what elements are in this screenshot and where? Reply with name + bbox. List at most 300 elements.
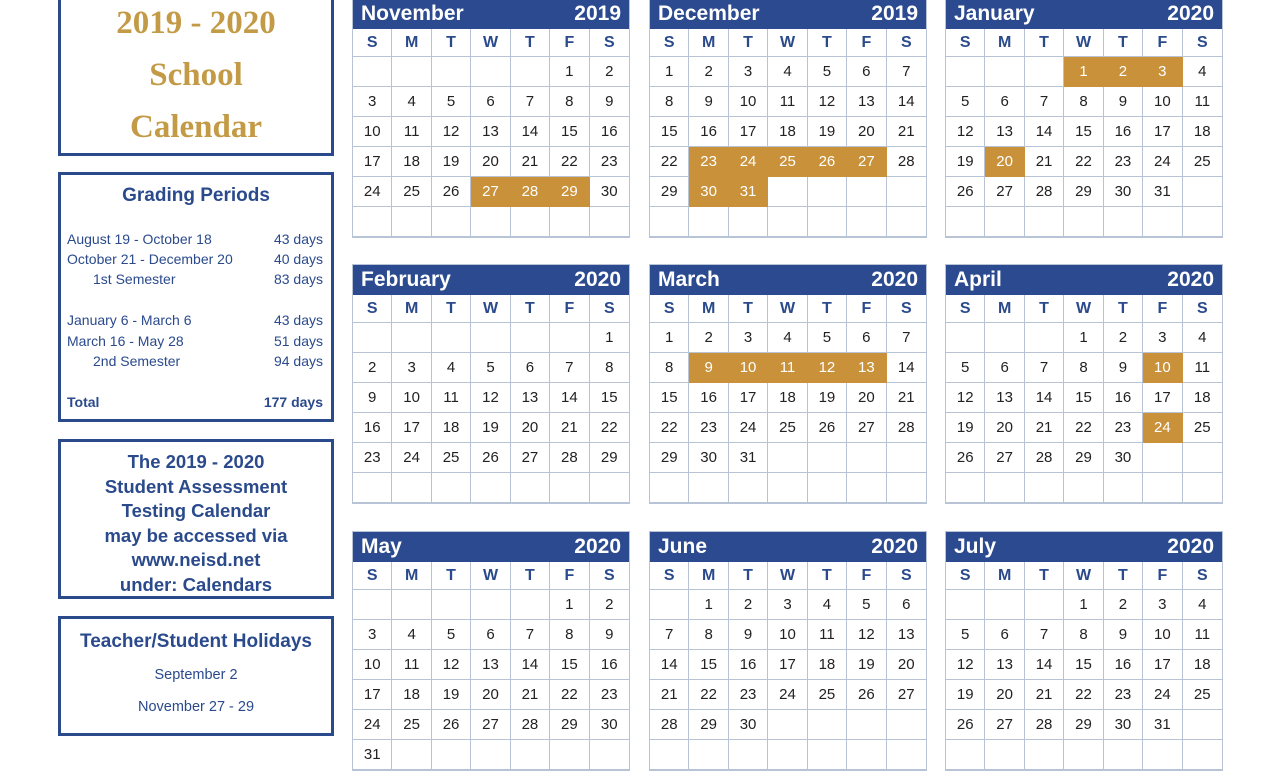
month-year: 2019 (574, 2, 621, 25)
month-header (650, 532, 926, 562)
weekday-label: W (1064, 562, 1103, 589)
empty-day-cell (650, 740, 689, 770)
day-cell: 15 (550, 117, 589, 147)
grading-row: 2nd Semester 94 days (93, 353, 323, 369)
assessment-box (58, 439, 334, 599)
empty-day-cell (808, 207, 847, 237)
month-name: June (658, 535, 708, 558)
month-year: 2020 (871, 268, 918, 291)
weekday-label: W (768, 29, 807, 56)
month-name: December (658, 2, 760, 25)
day-grid (353, 57, 629, 237)
day-cell: 13 (985, 383, 1024, 413)
day-grid (946, 57, 1222, 237)
month-year: 2020 (1167, 268, 1214, 291)
day-cell: 20 (847, 383, 886, 413)
day-cell: 16 (1104, 383, 1143, 413)
empty-day-cell (471, 207, 510, 237)
month-calendar (352, 264, 630, 504)
day-cell: 15 (689, 650, 728, 680)
empty-day-cell (471, 323, 510, 353)
day-cell: 19 (432, 680, 471, 710)
day-cell: 22 (689, 680, 728, 710)
weekday-label: T (808, 562, 847, 589)
month-header (353, 532, 629, 562)
day-cell: 9 (1104, 353, 1143, 383)
day-cell: 10 (729, 87, 768, 117)
weekday-label: F (1143, 295, 1182, 322)
day-cell: 22 (650, 147, 689, 177)
month-year: 2020 (871, 535, 918, 558)
day-grid (650, 323, 926, 503)
day-cell: 25 (768, 147, 807, 177)
day-cell: 14 (650, 650, 689, 680)
month-header (946, 0, 1222, 29)
day-cell: 25 (1183, 147, 1222, 177)
day-cell: 25 (768, 413, 807, 443)
empty-day-cell (985, 473, 1024, 503)
day-cell: 7 (550, 353, 589, 383)
month-header (650, 0, 926, 29)
day-cell: 11 (392, 117, 431, 147)
day-cell: 19 (808, 117, 847, 147)
day-cell: 27 (511, 443, 550, 473)
empty-day-cell (1143, 443, 1182, 473)
day-cell: 11 (432, 383, 471, 413)
empty-day-cell (1183, 177, 1222, 207)
assessment-line: may be accessed via (104, 524, 288, 546)
day-cell: 24 (353, 710, 392, 740)
day-cell: 27 (847, 147, 886, 177)
day-cell: 26 (847, 680, 886, 710)
month-year: 2019 (871, 2, 918, 25)
weekday-label: F (847, 29, 886, 56)
day-cell: 20 (471, 147, 510, 177)
day-cell: 25 (1183, 413, 1222, 443)
title-calendar: Calendar (130, 109, 262, 145)
day-cell: 20 (887, 650, 926, 680)
day-cell: 16 (729, 650, 768, 680)
day-cell: 7 (887, 57, 926, 87)
day-cell: 28 (1025, 710, 1064, 740)
day-cell: 11 (1183, 353, 1222, 383)
day-cell: 23 (353, 443, 392, 473)
day-cell: 1 (1064, 590, 1103, 620)
weekday-label: W (768, 295, 807, 322)
day-cell: 9 (590, 620, 629, 650)
empty-day-cell (946, 57, 985, 87)
empty-day-cell (471, 740, 510, 770)
day-cell: 3 (1143, 323, 1182, 353)
day-cell: 6 (511, 353, 550, 383)
empty-day-cell (887, 473, 926, 503)
grading-row: March 16 - May 28 51 days (67, 333, 323, 349)
day-cell: 23 (1104, 413, 1143, 443)
day-cell: 2 (1104, 323, 1143, 353)
empty-day-cell (1183, 710, 1222, 740)
day-cell: 6 (985, 87, 1024, 117)
day-cell: 29 (650, 177, 689, 207)
day-cell: 2 (729, 590, 768, 620)
day-cell: 10 (353, 117, 392, 147)
day-cell: 29 (1064, 443, 1103, 473)
day-cell: 25 (432, 443, 471, 473)
day-cell: 12 (808, 353, 847, 383)
day-cell: 23 (1104, 680, 1143, 710)
day-cell: 23 (729, 680, 768, 710)
empty-day-cell (887, 443, 926, 473)
day-cell: 22 (650, 413, 689, 443)
empty-day-cell (392, 207, 431, 237)
month-header (353, 0, 629, 29)
day-cell: 1 (550, 57, 589, 87)
day-cell: 21 (887, 383, 926, 413)
day-cell: 7 (1025, 87, 1064, 117)
day-cell: 12 (946, 383, 985, 413)
day-cell: 31 (729, 177, 768, 207)
empty-day-cell (511, 590, 550, 620)
weekday-label: F (847, 295, 886, 322)
day-cell: 27 (985, 710, 1024, 740)
weekday-label: M (985, 295, 1024, 322)
weekday-label: S (900, 300, 912, 317)
empty-day-cell (985, 57, 1024, 87)
day-cell: 23 (590, 147, 629, 177)
day-cell: 8 (550, 620, 589, 650)
day-cell: 21 (650, 680, 689, 710)
assessment-line: under: Calendars (119, 573, 273, 595)
empty-day-cell (1025, 57, 1064, 87)
day-cell: 14 (887, 87, 926, 117)
day-cell: 9 (590, 87, 629, 117)
month-year: 2020 (1167, 2, 1214, 25)
day-cell: 3 (729, 57, 768, 87)
day-cell: 29 (650, 443, 689, 473)
weekday-label: M (689, 295, 728, 322)
grading-row: October 21 - December 20 40 days (67, 251, 323, 267)
day-cell: 15 (550, 650, 589, 680)
empty-day-cell (650, 207, 689, 237)
day-cell: 8 (650, 87, 689, 117)
day-cell: 19 (808, 383, 847, 413)
empty-day-cell (847, 710, 886, 740)
day-cell: 29 (590, 443, 629, 473)
day-cell: 27 (471, 710, 510, 740)
day-cell: 9 (353, 383, 392, 413)
day-cell: 23 (1104, 147, 1143, 177)
weekday-label: F (550, 295, 589, 322)
day-cell: 1 (650, 323, 689, 353)
day-cell: 5 (808, 57, 847, 87)
empty-day-cell (1183, 473, 1222, 503)
day-cell: 4 (1183, 590, 1222, 620)
day-cell: 2 (689, 57, 728, 87)
day-cell: 12 (946, 650, 985, 680)
day-cell: 5 (808, 323, 847, 353)
day-cell: 8 (590, 353, 629, 383)
weekday-label: S (650, 295, 689, 322)
day-cell: 24 (729, 413, 768, 443)
empty-day-cell (550, 473, 589, 503)
empty-day-cell (511, 207, 550, 237)
empty-day-cell (550, 323, 589, 353)
day-cell: 28 (511, 710, 550, 740)
day-cell: 2 (590, 57, 629, 87)
day-cell: 12 (432, 117, 471, 147)
month-header (946, 265, 1222, 295)
day-cell: 2 (1104, 57, 1143, 87)
day-cell: 17 (353, 147, 392, 177)
empty-day-cell (1183, 207, 1222, 237)
day-cell: 18 (808, 650, 847, 680)
day-cell: 16 (689, 383, 728, 413)
day-cell: 29 (550, 177, 589, 207)
day-cell: 3 (1143, 57, 1182, 87)
weekday-label: W (768, 562, 807, 589)
day-cell: 26 (946, 710, 985, 740)
empty-day-cell (550, 207, 589, 237)
day-cell: 11 (768, 87, 807, 117)
weekday-label: M (392, 295, 431, 322)
day-cell: 27 (985, 443, 1024, 473)
day-cell: 12 (808, 87, 847, 117)
empty-day-cell (590, 207, 629, 237)
day-grid (946, 323, 1222, 503)
empty-day-cell (392, 590, 431, 620)
grading-periods-box (58, 172, 334, 422)
empty-day-cell (511, 323, 550, 353)
empty-day-cell (985, 590, 1024, 620)
weekday-label: W (471, 29, 510, 56)
empty-day-cell (650, 590, 689, 620)
day-cell: 19 (946, 413, 985, 443)
day-cell: 1 (1064, 323, 1103, 353)
month-calendar (352, 531, 630, 771)
day-cell: 5 (471, 353, 510, 383)
month-calendar (945, 264, 1223, 504)
grading-row: January 6 - March 6 43 days (67, 312, 323, 328)
empty-day-cell (689, 207, 728, 237)
day-cell: 13 (471, 650, 510, 680)
day-cell: 31 (729, 443, 768, 473)
empty-day-cell (1025, 740, 1064, 770)
day-cell: 30 (1104, 443, 1143, 473)
day-cell: 27 (847, 413, 886, 443)
day-cell: 29 (1064, 710, 1103, 740)
weekday-label: T (511, 562, 550, 589)
day-cell: 4 (392, 87, 431, 117)
weekday-label: T (1025, 29, 1064, 56)
day-cell: 26 (432, 177, 471, 207)
day-cell: 25 (808, 680, 847, 710)
day-cell: 17 (729, 117, 768, 147)
day-cell: 19 (946, 680, 985, 710)
weekday-label: T (1104, 562, 1143, 589)
empty-day-cell (808, 710, 847, 740)
weekday-header-row (946, 29, 1222, 57)
empty-day-cell (353, 207, 392, 237)
day-cell: 8 (689, 620, 728, 650)
day-cell: 20 (985, 413, 1024, 443)
day-cell: 22 (550, 147, 589, 177)
empty-day-cell (392, 473, 431, 503)
weekday-label: T (432, 562, 471, 589)
weekday-label: T (1104, 29, 1143, 56)
weekday-label: M (985, 562, 1024, 589)
weekday-header-row (946, 562, 1222, 590)
empty-day-cell (985, 740, 1024, 770)
empty-day-cell (808, 443, 847, 473)
weekday-label: W (471, 295, 510, 322)
day-cell: 1 (550, 590, 589, 620)
weekday-label: T (1025, 295, 1064, 322)
day-cell: 21 (511, 680, 550, 710)
empty-day-cell (768, 740, 807, 770)
weekday-label: F (550, 29, 589, 56)
month-calendar (649, 0, 927, 238)
day-cell: 8 (1064, 353, 1103, 383)
day-cell: 31 (1143, 177, 1182, 207)
weekday-label: M (689, 562, 728, 589)
empty-day-cell (471, 590, 510, 620)
empty-day-cell (1064, 473, 1103, 503)
day-cell: 10 (392, 383, 431, 413)
grading-row: 1st Semester 83 days (93, 271, 323, 287)
day-cell: 13 (887, 620, 926, 650)
weekday-label: S (946, 295, 985, 322)
day-cell: 3 (392, 353, 431, 383)
day-cell: 16 (689, 117, 728, 147)
day-cell: 12 (847, 620, 886, 650)
empty-day-cell (768, 443, 807, 473)
day-cell: 11 (392, 650, 431, 680)
day-cell: 17 (729, 383, 768, 413)
empty-day-cell (1025, 473, 1064, 503)
month-name: May (361, 535, 402, 558)
weekday-header-row (353, 295, 629, 323)
day-cell: 2 (1104, 590, 1143, 620)
title-school: School (149, 57, 243, 93)
day-cell: 13 (847, 353, 886, 383)
day-cell: 8 (1064, 87, 1103, 117)
day-cell: 24 (768, 680, 807, 710)
day-cell: 26 (808, 413, 847, 443)
empty-day-cell (946, 473, 985, 503)
weekday-label: S (353, 295, 392, 322)
day-cell: 19 (471, 413, 510, 443)
holidays-box (58, 616, 334, 736)
empty-day-cell (887, 177, 926, 207)
day-cell: 5 (946, 87, 985, 117)
day-cell: 7 (1025, 353, 1064, 383)
title-years: 2019 - 2020 (116, 5, 276, 41)
month-year: 2020 (574, 268, 621, 291)
day-grid (353, 590, 629, 770)
empty-day-cell (432, 473, 471, 503)
day-cell: 18 (1183, 117, 1222, 147)
day-cell: 15 (1064, 383, 1103, 413)
empty-day-cell (1183, 443, 1222, 473)
day-cell: 31 (353, 740, 392, 770)
empty-day-cell (432, 207, 471, 237)
weekday-label: S (900, 567, 912, 584)
day-cell: 1 (689, 590, 728, 620)
day-cell: 5 (946, 353, 985, 383)
day-cell: 21 (1025, 147, 1064, 177)
day-grid (650, 57, 926, 237)
day-cell: 17 (1143, 117, 1182, 147)
empty-day-cell (432, 323, 471, 353)
day-cell: 14 (550, 383, 589, 413)
empty-day-cell (1064, 740, 1103, 770)
day-cell: 29 (1064, 177, 1103, 207)
day-cell: 13 (471, 117, 510, 147)
empty-day-cell (353, 473, 392, 503)
empty-day-cell (985, 323, 1024, 353)
assessment-line: Student Assessment (104, 475, 288, 497)
empty-day-cell (471, 57, 510, 87)
day-cell: 16 (590, 650, 629, 680)
empty-day-cell (729, 207, 768, 237)
empty-day-cell (847, 473, 886, 503)
day-cell: 28 (650, 710, 689, 740)
day-cell: 13 (847, 87, 886, 117)
weekday-header-row (353, 562, 629, 590)
month-calendar (352, 0, 630, 238)
day-cell: 3 (353, 620, 392, 650)
day-cell: 25 (392, 710, 431, 740)
day-cell: 21 (1025, 680, 1064, 710)
day-cell: 14 (1025, 650, 1064, 680)
day-cell: 24 (353, 177, 392, 207)
day-cell: 21 (511, 147, 550, 177)
day-cell: 6 (985, 620, 1024, 650)
day-cell: 4 (392, 620, 431, 650)
day-cell: 9 (1104, 620, 1143, 650)
day-cell: 15 (650, 117, 689, 147)
empty-day-cell (392, 740, 431, 770)
weekday-label: M (689, 29, 728, 56)
weekday-header-row (353, 29, 629, 57)
day-cell: 10 (1143, 353, 1182, 383)
day-cell: 4 (768, 57, 807, 87)
month-name: July (954, 535, 997, 558)
empty-day-cell (887, 710, 926, 740)
assessment-line: The 2019 - 2020 (127, 451, 265, 472)
month-header (650, 265, 926, 295)
day-cell: 12 (946, 117, 985, 147)
weekday-label: F (550, 562, 589, 589)
day-cell: 8 (1064, 620, 1103, 650)
day-cell: 14 (511, 650, 550, 680)
day-cell: 20 (847, 117, 886, 147)
day-cell: 27 (887, 680, 926, 710)
month-header (353, 265, 629, 295)
day-cell: 30 (590, 710, 629, 740)
weekday-label: S (603, 300, 615, 317)
weekday-label: T (511, 29, 550, 56)
empty-day-cell (1104, 740, 1143, 770)
day-cell: 15 (650, 383, 689, 413)
day-cell: 17 (353, 680, 392, 710)
grading-row: August 19 - October 18 43 days (67, 231, 323, 247)
empty-day-cell (768, 207, 807, 237)
day-cell: 29 (550, 710, 589, 740)
weekday-label: S (353, 562, 392, 589)
empty-day-cell (689, 740, 728, 770)
empty-day-cell (768, 177, 807, 207)
day-cell: 9 (729, 620, 768, 650)
